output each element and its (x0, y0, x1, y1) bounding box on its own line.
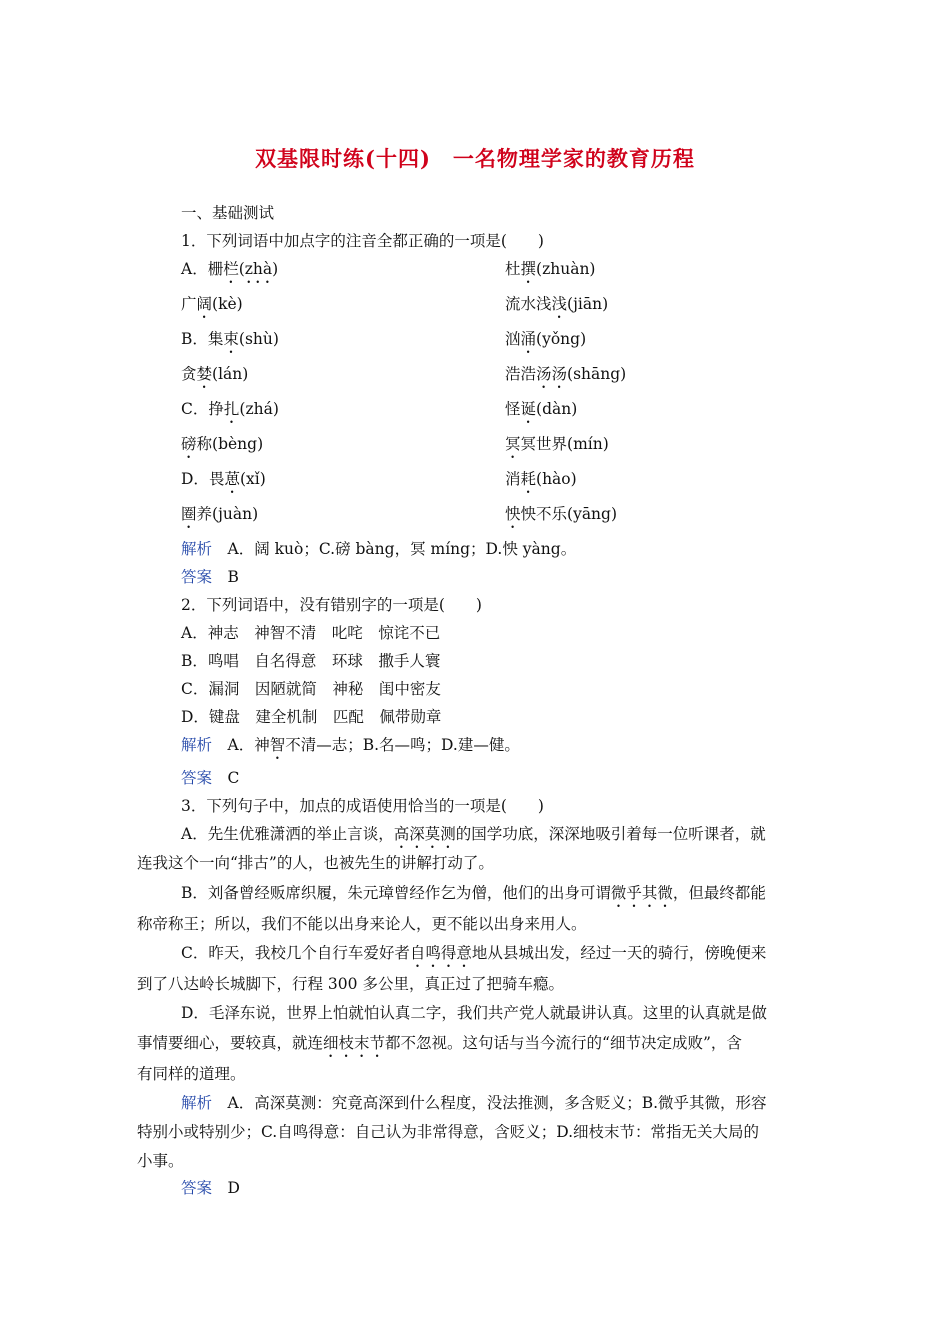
dotted-char: 阔 (196, 295, 213, 313)
answer-text: D (212, 1179, 240, 1197)
dotted-char: 扎 (223, 400, 240, 418)
analysis-text: 不清—志；B.名—鸣；D.建—健。 (285, 736, 520, 754)
page-title: 双基限时练(十四) 一名物理学家的教育历程 (255, 146, 695, 171)
q1-option-d-right-1 (505, 469, 577, 497)
answer-label: 答案 (181, 769, 213, 787)
word-part: 贪 (181, 365, 197, 383)
pinyin: (hào) (536, 470, 577, 488)
analysis-text: A．阔 kuò；C.磅 bàng，冥 míng；D.怏 yàng。 (212, 540, 577, 558)
dotted-char: 怏 (505, 505, 521, 523)
q1-option-c-right-1 (505, 399, 577, 427)
dotted-idiom: 自鸣得意 (409, 944, 472, 962)
pinyin: (zhuàn) (536, 260, 596, 278)
dotted-chars: 汤汤 (536, 365, 568, 383)
dotted-char: 冥 (505, 435, 521, 453)
q1-option-b-left-1 (181, 329, 279, 357)
q3-analysis-line-1 (181, 1093, 767, 1113)
dotted-char: 撰 (520, 260, 537, 278)
q3-option-c-line-1 (181, 943, 766, 971)
word-part: 怪 (505, 400, 521, 418)
answer-label: 答案 (181, 568, 213, 586)
q2-answer (181, 768, 239, 788)
pinyin: (kè) (212, 295, 243, 313)
q3-option-c-line-2: 到了八达岭长城脚下，行程 300 多公里，真正过了把骑车瘾。 (137, 975, 564, 993)
word-part: 杜 (505, 260, 521, 278)
q3-answer (181, 1178, 240, 1198)
sentence-text: 事情要细心，要较真，就连 (137, 1034, 324, 1052)
pinyin: (shāng) (567, 365, 627, 383)
option-letter: C． (181, 400, 209, 418)
word-part: 流水浅 (505, 295, 552, 313)
sentence-text: A．先生优雅潇洒的举止言谈， (181, 825, 394, 843)
word-part: 消 (505, 470, 521, 488)
sentence-text: B．刘备曾经贩席织履，朱元璋曾经作乞为僧，他们的出身可谓 (181, 884, 611, 902)
q1-option-a-left-1 (181, 259, 278, 287)
sentence-text: 的国学功底，深深地吸引着每一位听课者，就 (455, 825, 766, 843)
analysis-label: 解析 (181, 736, 213, 754)
word-part: 畏 (208, 470, 225, 488)
q2-analysis (181, 735, 520, 763)
q3-stem: 3．下列句子中，加点的成语使用恰当的一项是( ) (181, 797, 544, 815)
q1-option-b-right-1 (505, 329, 586, 357)
sentence-text: 地从县城出发，经过一天的骑行，傍晚便来 (471, 944, 767, 962)
dotted-char: 涌 (520, 330, 537, 348)
pinyin: (yǒng) (536, 330, 587, 348)
q3-option-b-line-2: 称帝称王；所以，我们不能以出身来论人，更不能以出身来用人。 (137, 915, 587, 933)
word-part: 怏不乐(yāng) (520, 505, 618, 523)
q1-option-b-left-2 (181, 364, 248, 392)
dotted-idiom: 细枝末节 (323, 1034, 386, 1052)
q1-option-a-right-1 (505, 259, 595, 287)
q1-analysis (181, 539, 576, 559)
analysis-text: A．高深莫测：究竟高深到什么程度，没法推测，多含贬义；B.微乎其微，形容 (212, 1094, 767, 1112)
word-part: 集 (207, 330, 224, 348)
dotted-char: 婪 (196, 365, 213, 383)
q1-option-a-left-2 (181, 294, 243, 322)
dotted-char: 圈 (181, 505, 197, 523)
sentence-text: C．昨天，我校几个自行车爱好者 (181, 944, 410, 962)
dotted-char: 葸 (224, 470, 240, 488)
word-part: 广 (181, 295, 197, 313)
pinyin: (jiān) (567, 295, 609, 313)
q3-analysis-line-3: 小事。 (137, 1152, 184, 1170)
dotted-part: 栏(zhà) (223, 260, 279, 278)
word-part: 浩浩 (505, 365, 537, 383)
word-part: 养(juàn) (196, 505, 259, 523)
answer-label: 答案 (181, 1179, 213, 1197)
option-letter: B． (181, 330, 208, 348)
q2-option-b: B．鸣唱 自名得意 环球 撒手人寰 (181, 652, 441, 670)
q1-option-d-right-2 (505, 504, 617, 532)
q1-option-b-right-2 (505, 364, 626, 392)
q2-option-d: D．键盘 建全机制 匹配 佩带勋章 (181, 708, 442, 726)
q3-option-b-line-1 (181, 883, 766, 911)
q1-option-a-right-2 (505, 294, 608, 322)
q3-option-d-line-2 (137, 1033, 742, 1061)
q1-option-c-left-1 (181, 399, 279, 427)
analysis-label: 解析 (181, 1094, 213, 1112)
sentence-text: ，但最终都能 (672, 884, 766, 902)
q1-option-c-right-2 (505, 434, 609, 462)
dotted-idiom: 微乎其微 (610, 884, 673, 902)
dotted-char: 智 (269, 736, 286, 754)
option-letter: D． (181, 470, 209, 488)
answer-text: B (212, 568, 239, 586)
q2-option-a: A．神志 神智不清 叱咤 惊诧不已 (181, 624, 441, 642)
q1-option-d-left-1 (181, 469, 266, 497)
q1-answer (181, 567, 239, 587)
pinyin: (lán) (212, 365, 249, 383)
q3-analysis-line-2: 特别小或特别少；C.自鸣得意：自己认为非常得意，含贬义；D.细枝末节：常指无关大局的 (137, 1123, 760, 1141)
dotted-char: 浅 (551, 295, 568, 313)
q1-stem: 1．下列词语中加点字的注音全都正确的一项是( ) (181, 232, 544, 250)
q3-option-d-line-3: 有同样的道理。 (137, 1065, 246, 1083)
q2-option-c: C．漏洞 因陋就简 神秘 闺中密友 (181, 680, 441, 698)
word-part: 汹 (505, 330, 521, 348)
q2-stem: 2．下列词语中，没有错别字的一项是( ) (181, 596, 482, 614)
q1-option-c-left-2 (181, 434, 263, 462)
dotted-char: 诞 (520, 400, 537, 418)
word-part: 称(bèng) (196, 435, 264, 453)
dotted-char: 束 (223, 330, 239, 348)
dotted-char: 耗 (520, 470, 537, 488)
section-heading: 一、基础测试 (181, 204, 275, 222)
dotted-char: 磅 (181, 435, 197, 453)
analysis-text: A．神 (212, 736, 270, 754)
word-part: 冥世界(mín) (520, 435, 609, 453)
q3-option-a-line-1 (181, 824, 766, 852)
word-part: 栅 (207, 260, 224, 278)
q3-option-d-line-1: D．毛泽东说，世界上怕就怕认真二字，我们共产党人就最讲认真。这里的认真就是做 (181, 1004, 767, 1022)
pinyin: (zhá) (239, 400, 279, 418)
dotted-idiom: 高深莫测 (393, 825, 456, 843)
answer-text: C (212, 769, 240, 787)
pinyin: (dàn) (536, 400, 578, 418)
sentence-text: 都不忽视。这句话与当今流行的“细节决定成败”，含 (385, 1034, 742, 1052)
pinyin: (xǐ) (239, 470, 266, 488)
pinyin: (shù) (238, 330, 279, 348)
analysis-label: 解析 (181, 540, 213, 558)
word-part: 挣 (208, 400, 224, 418)
q1-option-d-left-2 (181, 504, 258, 532)
option-letter: A． (181, 260, 208, 278)
q3-option-a-line-2: 连我这个一向“排古”的人，也被先生的讲解打动了。 (137, 854, 494, 872)
